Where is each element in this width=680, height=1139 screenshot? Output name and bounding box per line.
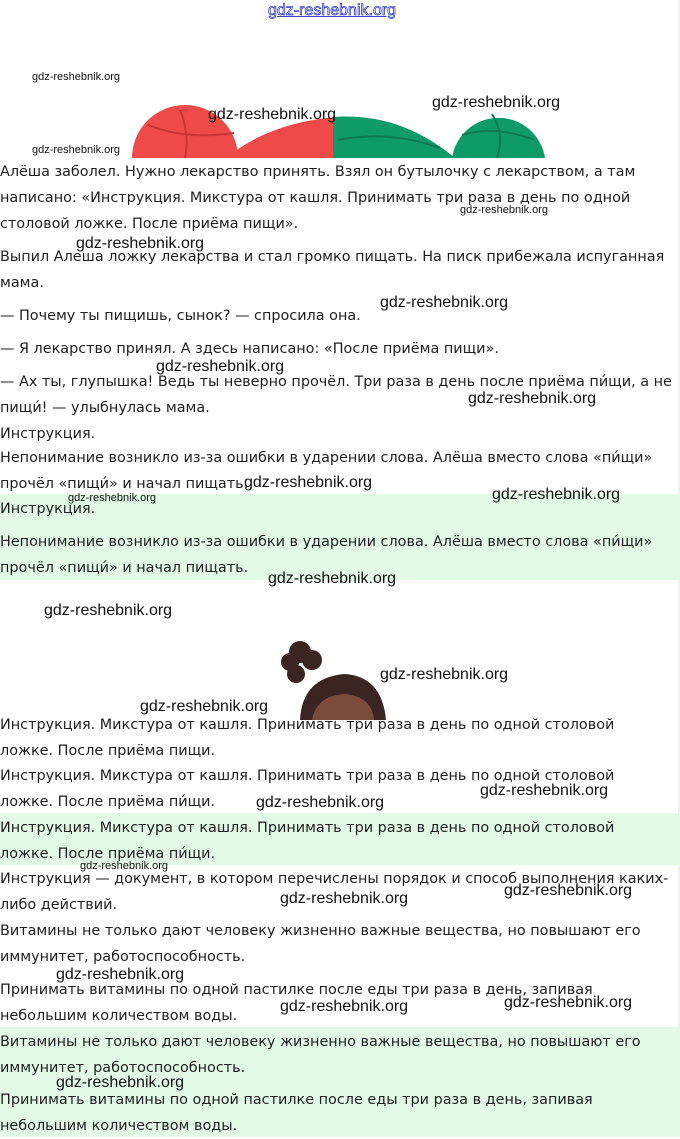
watermark: gdz-reshebnik.org — [460, 204, 549, 216]
story-paragraph-4: — Я лекарство принял. А здесь написано: «После приёма пищи». — [0, 341, 499, 357]
watermark: gdz-reshebnik.org — [468, 390, 597, 407]
task3-definition: Инструкция — документ, в котором перечислены порядок и способ выполнения каких-либо действий. — [0, 871, 669, 913]
watermark: gdz-reshebnik.org — [56, 1074, 185, 1091]
story-paragraph-2: Выпил Алеша ложку лекарства и стал громко пищать. На писк прибежала испуганная мама. — [0, 249, 665, 291]
task3-usage: Принимать витамины по одной пастилке после еды три раза в день, запивая небольшим количеством воды. — [0, 982, 593, 1024]
task1-title: Инструкция. — [0, 426, 96, 442]
watermark: gdz-reshebnik.org — [504, 994, 633, 1011]
watermark: gdz-reshebnik.org — [44, 602, 173, 619]
watermark: gdz-reshebnik.org — [432, 94, 561, 111]
watermark: gdz-reshebnik.org — [80, 860, 169, 872]
watermark: gdz-reshebnik.org — [492, 486, 621, 503]
watermark: gdz-reshebnik.org — [380, 666, 509, 683]
task3-vitamins: Витамины не только дают человеку жизненно важные вещества, но повышают его иммунитет, работоспособность. — [0, 923, 641, 965]
watermark: gdz-reshebnik.org — [56, 966, 185, 983]
watermark: gdz-reshebnik.org — [380, 294, 509, 311]
watermark: gdz-reshebnik.org — [256, 794, 385, 811]
watermark: gdz-reshebnik.org — [156, 358, 285, 375]
task2-line-1: Инструкция. Микстура от кашля. Принимать три раза в день по одной столовой ложке. После приёма пищи. — [0, 717, 615, 759]
answer3-usage: Принимать витамины по одной пастилке после еды три раза в день, запивая небольшим количеством воды. — [0, 1092, 593, 1134]
answer3-vitamins: Витамины не только дают человеку жизненно важные вещества, но повышают его иммунитет, работоспособность. — [0, 1034, 641, 1076]
task2-line-2: Инструкция. Микстура от кашля. Принимать три раза в день по одной столовой ложке. После приёма пи́щи. — [0, 768, 615, 810]
story-paragraph-3: — Почему ты пищишь, сынок? — спросила она. — [0, 308, 361, 324]
answer1-text: Непонимание возникло из-за ошибки в ударении слова. Алёша вместо слова «пи́щи» прочёл «пищи́» и начал пищать. — [0, 534, 653, 576]
answer2-text: Инструкция. Микстура от кашля. Принимать три раза в день по одной столовой ложке. После приёма пи́щи. — [0, 820, 615, 862]
answer1-title: Инструкция. — [0, 501, 96, 517]
watermark: gdz-reshebnik.org — [268, 570, 397, 587]
watermark: gdz-reshebnik.org — [32, 71, 121, 83]
watermark: gdz-reshebnik.org — [280, 998, 409, 1015]
watermark: gdz-reshebnik.org — [244, 474, 373, 491]
girl-illustration — [272, 640, 392, 720]
story-paragraph-1: Алёша заболел. Нужно лекарство принять. Взял он бутылочку с лекарством, а там написано: «Инструкция. Микстура от кашля. Принимать три раза в день по одной столовой ложке. После приёма пищи». — [0, 164, 636, 232]
watermark: gdz-reshebnik.org — [480, 782, 609, 799]
watermark: gdz-reshebnik.org — [32, 144, 121, 156]
watermark-top: gdz-reshebnik.org — [268, 2, 397, 19]
story-paragraph-5: — Ах ты, глупышка! Ведь ты неверно прочёл. Три раза в день после приёма пи́щи, а не пищи́! — улыбнулась мама. — [0, 374, 672, 416]
watermark: gdz-reshebnik.org — [140, 698, 269, 715]
watermark: gdz-reshebnik.org — [280, 890, 409, 907]
task1-text: Непонимание возникло из-за ошибки в ударении слова. Алёша вместо слова «пи́щи» прочёл «пищи́» и начал пищать. — [0, 450, 653, 492]
watermark: gdz-reshebnik.org — [504, 882, 633, 899]
watermark: gdz-reshebnik.org — [76, 235, 205, 252]
watermark: gdz-reshebnik.org — [208, 106, 337, 123]
watermark: gdz-reshebnik.org — [68, 492, 157, 504]
